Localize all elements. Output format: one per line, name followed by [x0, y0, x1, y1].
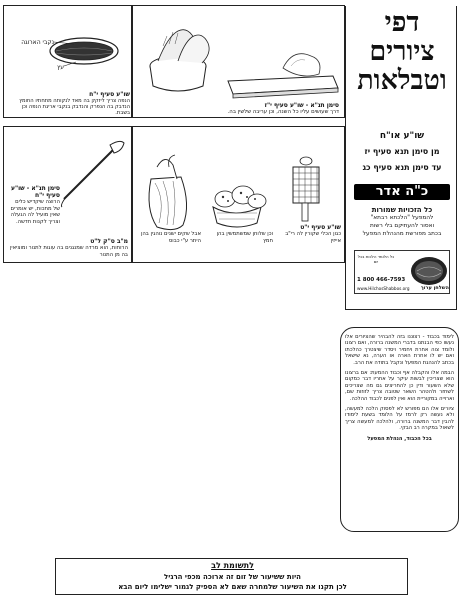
panel4-caption-a-body: כגון הכלי שקורין לה רי"ב אייזין — [285, 231, 341, 244]
rights-line3: ואסור להעתיקם בלי רשות — [369, 223, 435, 229]
notice-line1: היות ששיעור של זום זה ארוכה מכפי הרגיל — [164, 573, 301, 581]
panel3-caption-body2: הרוחות, הוא מרדה שמנגנים בה עוגות לתנור ומוציאין בה מן התנור — [9, 245, 128, 258]
panel4-caption-a-title: שו"ע סעיף י"ט — [300, 224, 341, 231]
note-footer: בכל הכבוד, הנהלת המפעל — [367, 435, 432, 442]
panel2-caption-title: סימן תנ"א - שו"ע סעיף י"ז — [264, 102, 339, 109]
ad-phone: 1 800 466-7593 — [357, 277, 406, 283]
attention-notice — [55, 558, 408, 595]
sponsor-ad — [354, 250, 450, 294]
ad-small-text: השלחן ערוך — [420, 285, 449, 291]
panel3-caption-title2: מ"ב ס"ק ל"ט — [90, 238, 128, 245]
notice-line2: לכן תקנו את השיעור שלמחרה שאם לא הספיק לגמור ישלימו ליום הבא — [118, 583, 347, 591]
panel-baking-peel — [3, 126, 132, 263]
date-badge: כ"ה אדר — [354, 184, 450, 200]
ad-website: www.HilchosShabbos.org — [357, 286, 410, 291]
panel1-caption-title: שו"ע סעיף י"ח — [89, 91, 130, 98]
from-siman: מן סימן תנא סעיף יז — [364, 147, 440, 156]
panel-utensils — [132, 126, 345, 263]
title-line3: וטבלאות — [357, 65, 447, 96]
panel4-caption-c-body: אבל שקים ישנים נוהגין בהן היתר ע"י כבוס — [140, 231, 201, 244]
sieve-label-holes: נקבי הארוגה — [21, 39, 54, 46]
sieve-label-wood: עץ — [57, 64, 64, 71]
panel1-caption-body: הנפה צריך ליזקק בה מאד לנקותה מתחתיו החומץ הנדבק בה הנפרק והנדבק בנקבי אריגת הנפה וכן בשבת. — [19, 98, 130, 117]
page-title — [346, 8, 458, 95]
rights-line1: כל הזכויות שמורות — [371, 206, 433, 214]
source-label: שו"ע או"ח — [379, 131, 425, 141]
note-paragraph-2: הבמה אלו והקבלה אף וכבוד ההמעת: אם ברצונו הוא שצריכין לבשות עיקר על אחריו דבר כמקום שלא השעור ודין כן להחריצים גם מה שצריכים לשחזר ולהטהר השאר שטובה צריך לזוזות שם, וארוייה במקוריית הוא ואין לפנים לכבוד ההלכה. — [345, 370, 454, 402]
panel4-caption-b-body: וכן שלוחן שמשתמשין בהן חמץ — [216, 231, 273, 244]
rights-line2: להמפעל "הלכתא רבתא" — [370, 215, 434, 221]
ad-side-text: כל הלומד הלכות בכל יום — [357, 254, 395, 264]
title-line2: ציורים — [369, 36, 435, 67]
to-siman: עד סימן תנא סעיף כג — [362, 163, 442, 172]
notes-box — [340, 327, 459, 532]
panel-sieve — [3, 5, 132, 118]
note-paragraph-1: לימוד בכבוד - רצוננו בזה להבהיר שהציורים אלו נעשו כפי הבנתנו בדברי המשנה ברורה, ואם רצונו ולומד צוה אחרת ויחמיר ויסדר שיצטרך כהלכתו ואם יש לו אחרת הארה או הערה, נא שישאל בכתב להנהגת המפעל ונקבל בתודה את הרב. — [345, 334, 454, 366]
notice-title: לתשומת לב — [211, 561, 254, 570]
rights-line4: בכתב מפורשת מהנהלת המפעל — [362, 231, 442, 237]
panel3-caption-title: סימן תנ"א - שו"ע סעיף י"ח — [10, 185, 60, 199]
header-column — [345, 6, 457, 310]
panel3-caption-body: הרוצה שיקדיש כלים של מתכות, יש אומרים שאין מועיל לה הגעלה וצריך לקנות חדשה. — [10, 199, 60, 225]
panel-kneading — [132, 5, 345, 118]
panel2-caption-body: דרך שעושים עליו כל השנה, וכן עריבה שלשין בה. — [227, 109, 339, 115]
title-line1: דפי — [384, 7, 420, 38]
note-paragraph-3: ציורים אלו הם מפורש לא לפסוק הלכה למעשה, ולא נעשה רק לרמז על הלומד בשעת לימודו להבין דבר המשנה ברורה, ולהלכה למעשה צריך לשאול במקרה רב הבקי. — [345, 406, 454, 432]
